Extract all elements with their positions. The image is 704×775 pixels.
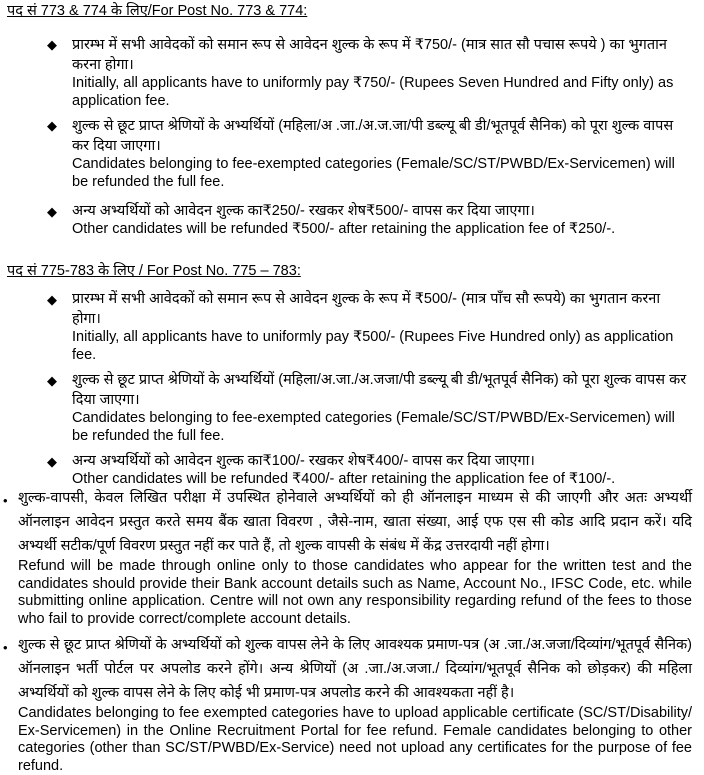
english-text: Candidates belonging to fee exempted categories have to upload applicable certificate (SC/ST/Disability/ Ex-Servicemen) in the Online Recruitment Portal for fee refund. Female candidates belonging to other categories (other than SC/ST/PWBD/Ex-Service) need not upload any certificates for the purpose of fee refund. (18, 705, 692, 774)
english-text: Other candidates will be refunded ₹500/- after retaining the application fee of ₹250/-. (72, 221, 616, 237)
list-item (72, 116, 692, 191)
bullet-icon: ◆ (47, 118, 57, 133)
hindi-text: शुल्क से छूट प्राप्त श्रेणियों के अभ्यर्थियों (महिला/अ .जा./अ.ज.जा/पी डब्ल्यू बी डी/भूतपूर्व सैनिक) को पूरा शुल्क वापस कर दिया जाएगा। (72, 118, 674, 154)
english-text: Refund will be made through online only to those candidates who appear for the written test and the candidates should provide their Bank account details such as Name, Account No., IFSC Code, etc. while submitting online application. Centre will not own any responsibility regarding refund of the fees to those who fail to provide correct/complete account details. (18, 558, 692, 627)
hindi-text: शुल्क से छूट प्राप्त श्रेणियों के अभ्यर्थियों को शुल्क वापस लेने के लिए आवश्यक प्रमाण-पत्र (अ .जा./अ.जजा/दिव्यांग/भूतपूर्व सैनिक) ऑनलाइन भर्ती पोर्टल पर अपलोड करने होंगे। अन्य श्रेणियों (अ .जा./अ.जजा./ दिव्यांग/भूतपूर्व सैनिक को छोड़कर) की महिला अभ्यर्थियों को शुल्क वापस लेने के लिए कोई भी प्रमाण-पत्र अपलोड करने की आवश्यकता नहीं है। (18, 637, 692, 701)
list-item (72, 289, 692, 364)
english-text: Other candidates will be refunded ₹400/- after retaining the application fee of ₹100/-. (72, 471, 616, 487)
hindi-text: शुल्क से छूट प्राप्त श्रेणियों के अभ्यर्थियों (महिला/अ.जा./अ.जजा/पी डब्ल्यू बी डी/भूतपूर्व सैनिक) को पूरा शुल्क वापस कर दिया जाएगा। (72, 372, 687, 408)
english-text: Initially, all applicants have to uniformly pay ₹500/- (Rupees Five Hundred only) as application fee. (72, 329, 674, 363)
hindi-text: शुल्क-वापसी, केवल लिखित परीक्षा में उपस्थित होनेवाले अभ्यर्थियों को ही ऑनलाइन माध्यम से की जाएगी और अतः अभ्यर्थी ऑनलाइन आवेदन प्रस्तुत करते समय बैंक खाता विवरण , जैसे-नाम, खाता संख्या, आई एफ एस सी कोड आदि प्रदान करें। यदि अभ्यर्थी सटीक/पूर्ण विवरण प्रस्तुत नहीं कर पाते हैं, तो शुल्क वापसी के संबंध में केंद्र उत्तरदायी नहीं होगा। (18, 490, 692, 554)
hindi-text: अन्य अभ्यर्थियों को आवेदन शुल्क का₹100/- रखकर शेष₹400/- वापस कर दिया जाएगा। (72, 453, 535, 469)
english-text: Initially, all applicants have to uniformly pay ₹750/- (Rupees Seven Hundred and Fifty only) as application fee. (72, 75, 674, 109)
bullet-icon: ◆ (47, 37, 57, 52)
bullet-icon: ◆ (47, 454, 57, 469)
hindi-text: प्रारम्भ में सभी आवेदकों को समान रूप से आवेदन शुल्क के रूप में ₹500/- (मात्र पाँच सौ रूपये) का भुगतान करना होगा। (72, 291, 661, 327)
list-item (72, 201, 692, 239)
english-text: Candidates belonging to fee-exempted categories (Female/SC/ST/PWBD/Ex-Servicemen) will be refunded the full fee. (72, 410, 675, 444)
list-item (72, 370, 692, 445)
english-text: Candidates belonging to fee-exempted categories (Female/SC/ST/PWBD/Ex-Servicemen) will be refunded the full fee. (72, 156, 675, 190)
bullet-icon: ◆ (47, 204, 57, 219)
bullet-icon: ◆ (47, 292, 57, 307)
section2-heading: पद सं 775-783 के लिए / For Post No. 775 – 783: (7, 263, 301, 279)
bullet-icon: • (3, 493, 8, 508)
hindi-text: प्रारम्भ में सभी आवेदकों को समान रूप से आवेदन शुल्क के रूप में ₹750/- (मात्र सात सौ पचास रूपये ) का भुगतान करना होगा। (72, 37, 667, 73)
refund-note (18, 486, 692, 628)
bullet-icon: • (3, 640, 8, 655)
bullet-icon: ◆ (47, 373, 57, 388)
list-item (72, 451, 692, 489)
certificate-note (18, 633, 692, 775)
section1-heading: पद सं 773 & 774 के लिए/For Post No. 773 & 774: (7, 3, 308, 19)
list-item (72, 35, 692, 110)
hindi-text: अन्य अभ्यर्थियों को आवेदन शुल्क का₹250/- रखकर शेष₹500/- वापस कर दिया जाएगा। (72, 203, 535, 219)
